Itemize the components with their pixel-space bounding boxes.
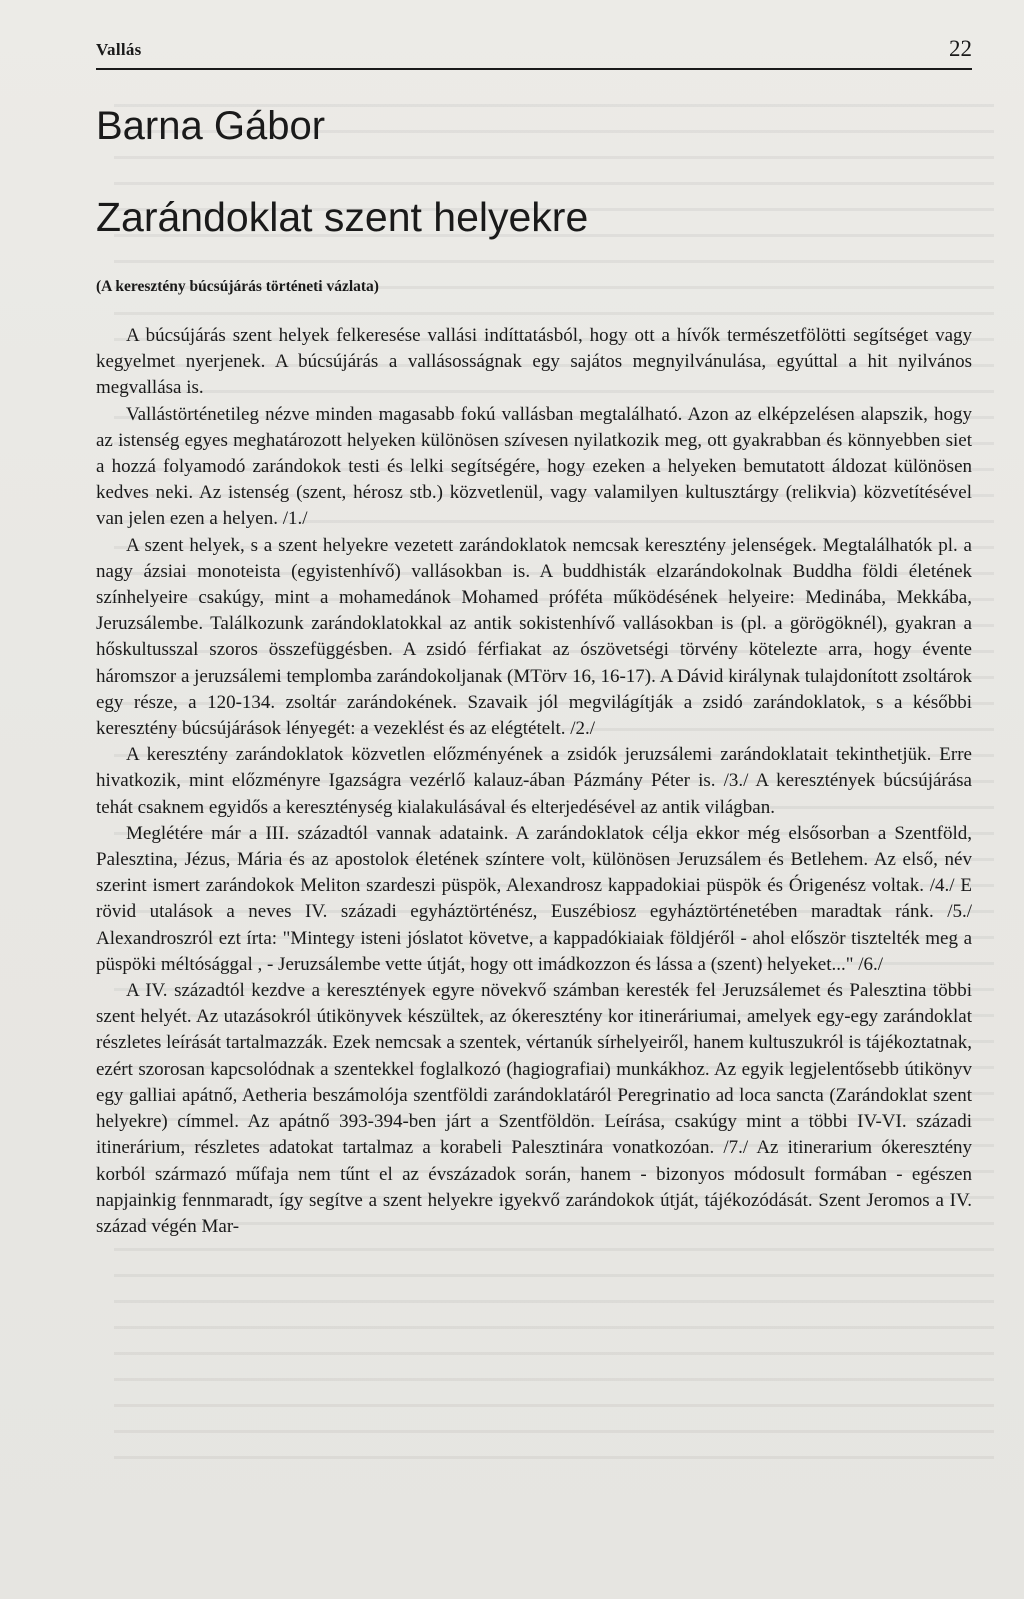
paragraph: A keresztény zarándoklatok közvetlen előzményének a zsidók jeruzsálemi zarándoklatait tekinthetjük. Erre hivatkozik, mint előzményre Igazságra vezérlő kalauz-ában Pázmány Péter is. /3./ A keresztények búcsújárása tehát csaknem egyidős a kereszténység kialakulásával és elterjedésével az antik világban.	[96, 744, 972, 818]
author-name: Barna Gábor	[96, 104, 326, 148]
paragraph: Meglétére már a III. századtól vannak adataink. A zarándoklatok célja ekkor még elsősorban a Szentföld, Palesztina, Jézus, Mária és az apostolok életének színtere volt, különösen Jeruzsálem és Betlehem. Az első, név szerint ismert zarándokok Meliton szardeszi püspök, Alexandrosz kappadokiai püspök és Órigenész voltak. /4./ E rövid utalások a neves IV. századi egyháztörténész, Euszébiosz egyháztörténetében maradtak ránk. /5./ Alexandroszról ezt írta: "Mintegy isteni jóslatot követve, a kappadókiaiak földjéről - ahol először tisztelték meg a püspöki méltósággal , - Jeruzsálembe vette útját, hogy ott imádkozzon és lássa a (szent) helyeket..." /6./	[96, 822, 972, 975]
paragraph: A IV. századtól kezdve a keresztények egyre növekvő számban keresték fel Jeruzsálemet és Palesztina többi szent helyét. Az utazásokról útikönyvek készültek, az ókeresztény kor itineráriumai, amelyek egy-egy zarándoklat részletes leírását tartalmazzák. Ezek nemcsak a szentek, vértanúk sírhelyeiről, hanem kultuszukról is tájékoztatnak, ezért szorosan kapcsolódnak a szentekkel foglalkozó (hagiografiai) munkákhoz. Az egyik legjelentősebb útikönyv egy galliai apátnő, Aetheria beszámolója szentföldi zarándoklatáról Peregrinatio ad loca sancta (Zarándoklat szent helyekre) címmel. Az apátnő 393-394-ben járt a Szentföldön. Leírása, csakúgy mint a többi IV-VI. századi itinerárium, részletes adatokat tartalmaz a korabeli Palesztinára vonatkozóan. /7./ Az itinerarium ókeresztény korból származó műfaja nem tűnt el az évszázadok során, hanem - bizonyos módosult formában - egészen napjainkig fennmaradt, így segítve a szent helyekre igyekvő zarándokok útját, tájékozódását. Szent Jeromos a IV. század végén Mar-	[96, 980, 972, 1237]
page-number: 22	[949, 36, 972, 61]
paragraph: A búcsújárás szent helyek felkeresése vallási indíttatásból, hogy ott a hívők természetfölötti segítséget vagy kegyelmet nyerjenek. A búcsújárás a vallásosságnak egy sajátos megnyilvánulása, egyúttal a hit nyilvános megvallása is.	[96, 325, 972, 399]
article-body	[96, 323, 972, 1240]
article-subtitle: (A keresztény búcsújárás történeti vázlata)	[96, 278, 379, 295]
paragraph: A szent helyek, s a szent helyekre vezetett zarándoklatok nemcsak keresztény jelenségek. Megtalálhatók pl. a nagy ázsiai monoteista (egyistenhívő) vallásokban is. A buddhisták elzarándokolnak Buddha földi életének színhelyeire csakúgy, mint a mohamedánok Mohamed próféta működésének helyeire: Medinába, Mekkába, Jeruzsálembe. Találkozunk zarándoklatokkal az antik sokistenhívő vallásokban is (pl. a görögöknél), gyakran a hőskultusszal szoros összefüggésben. A zsidó férfiakat az ószövetségi törvény kötelezte arra, hogy évente háromszor a jeruzsálemi templomba zarándokoljanak (MTörv 16, 16-17). A Dávid királynak tulajdonított zsoltárok egy része, a 120-134. zsoltár zarándokének. Szavaik jól megvilágítják a zsidó zarándoklatok, s a későbbi keresztény búcsújárások lényegét: a vezeklést és az elégtételt. /2./	[96, 534, 972, 740]
section-title: Vallás	[96, 40, 142, 59]
article-title: Zarándoklat szent helyekre	[96, 194, 589, 240]
running-header	[96, 36, 972, 70]
paragraph: Vallástörténetileg nézve minden magasabb fokú vallásban megtalálható. Azon az elképzelésen alapszik, hogy az istenség egyes meghatározott helyeken különösen szívesen nyilatkozik meg, ott gyakrabban és könnyebben siet a hozzá folyamodó zarándokok testi és lelki segítségére, hogy ezeken a helyeken bemutatott áldozat különösen kedves neki. Az istenség (szent, hérosz stb.) közvetlenül, vagy valamilyen kultusztárgy (relikvia) közvetítésével van jelen ezen a helyen. /1./	[96, 403, 972, 530]
